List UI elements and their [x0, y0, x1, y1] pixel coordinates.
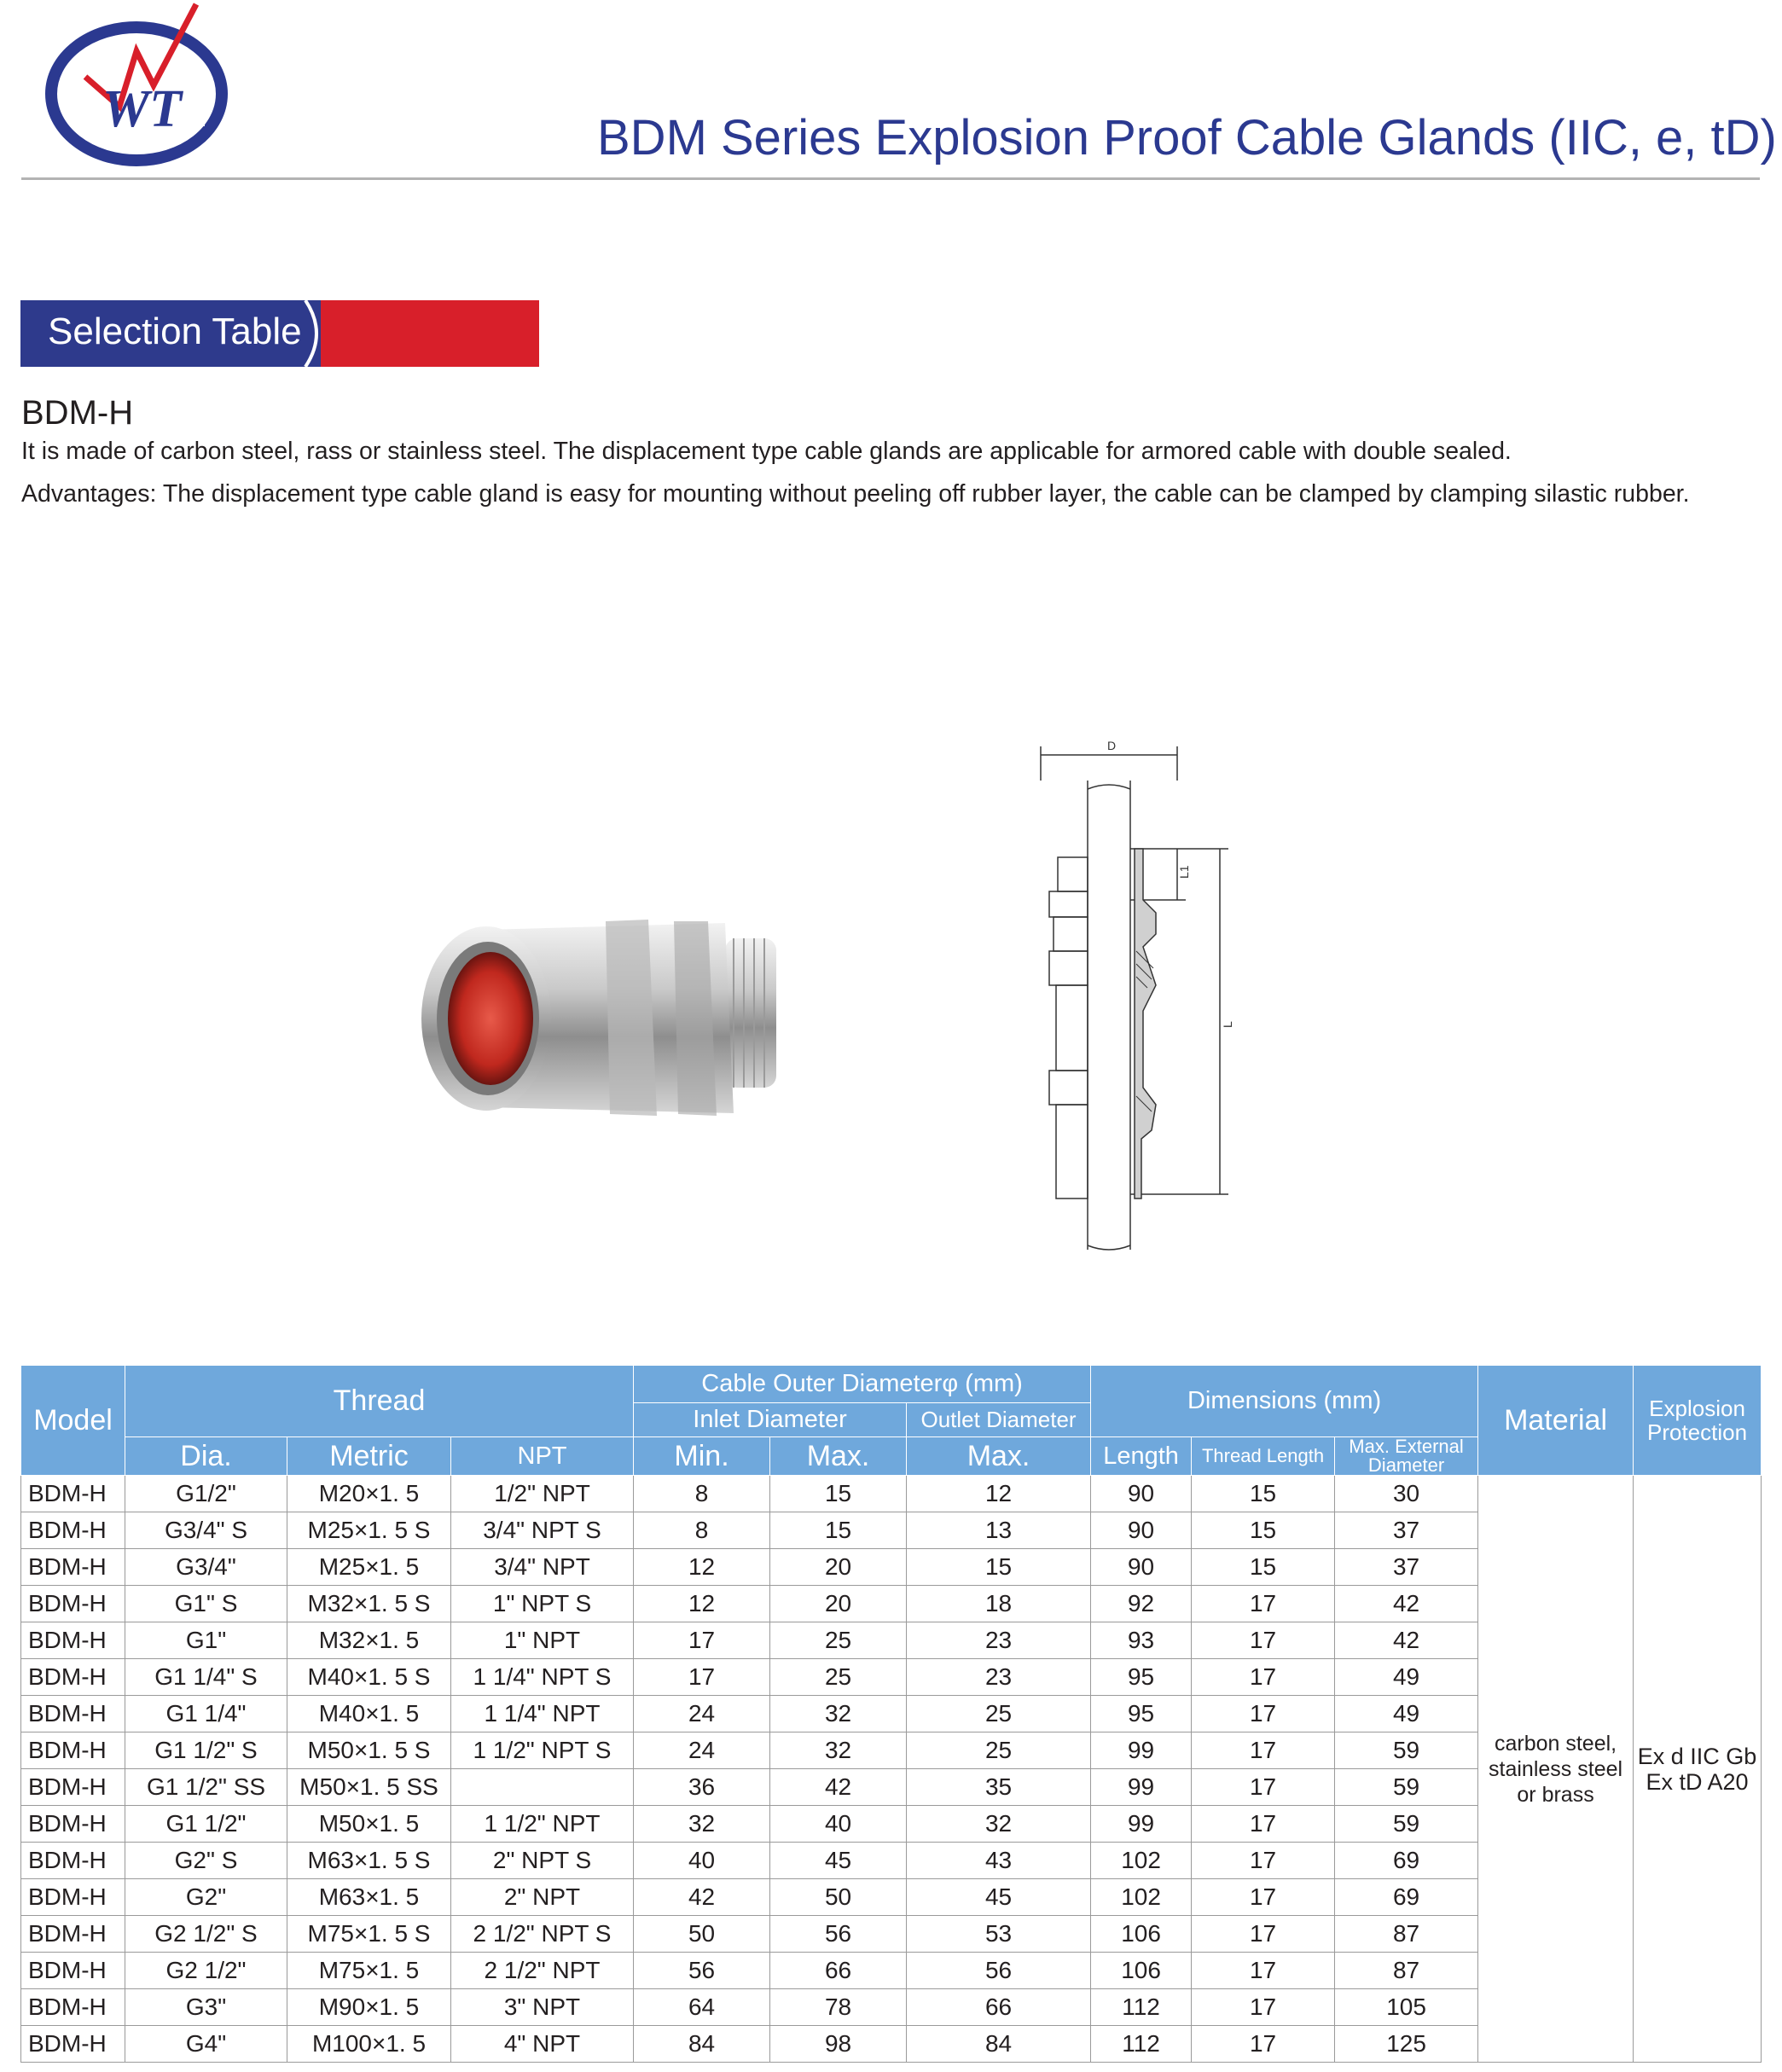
cell-length: 99 [1091, 1732, 1192, 1769]
cell-thread-length: 15 [1192, 1512, 1335, 1549]
cell-dia: G4" [125, 2026, 287, 2063]
cell-npt: 1/2" NPT [451, 1476, 634, 1512]
cell-length: 90 [1091, 1512, 1192, 1549]
cell-model: BDM-H [21, 1989, 125, 2026]
cell-model: BDM-H [21, 1916, 125, 1953]
cell-max-external-diameter: 49 [1335, 1659, 1478, 1696]
header-model: Model [21, 1366, 125, 1476]
cell-model: BDM-H [21, 1769, 125, 1806]
description-text: It is made of carbon steel, rass or stainless steel. The displacement type cable glands are applicable for armored cable with double sealed. [21, 438, 1512, 465]
cell-outlet-max: 35 [907, 1769, 1091, 1806]
cell-dia: G3/4" S [125, 1512, 287, 1549]
cell-max-external-diameter: 125 [1335, 2026, 1478, 2063]
cell-dia: G1" [125, 1622, 287, 1659]
cell-outlet-max: 15 [907, 1549, 1091, 1586]
cell-outlet-max: 56 [907, 1953, 1091, 1989]
cell-inlet-min: 84 [634, 2026, 770, 2063]
cell-npt: 4" NPT [451, 2026, 634, 2063]
cell-thread-length: 17 [1192, 1989, 1335, 2026]
cell-inlet-max: 56 [770, 1916, 907, 1953]
cell-metric: M40×1. 5 S [287, 1659, 451, 1696]
section-bar-curve [302, 300, 328, 367]
cell-dia: G1 1/2" [125, 1806, 287, 1843]
cell-inlet-max: 15 [770, 1512, 907, 1549]
cell-npt: 2 1/2" NPT [451, 1953, 634, 1989]
cell-model: BDM-H [21, 1659, 125, 1696]
cell-inlet-max: 66 [770, 1953, 907, 1989]
technical-drawing [1007, 729, 1245, 1284]
cell-outlet-max: 66 [907, 1989, 1091, 2026]
selection-table [20, 1365, 1762, 2063]
cell-model: BDM-H [21, 1843, 125, 1879]
cell-npt: 3" NPT [451, 1989, 634, 2026]
cell-inlet-max: 50 [770, 1879, 907, 1916]
header-length: Length [1091, 1437, 1192, 1476]
cell-npt: 2" NPT S [451, 1843, 634, 1879]
header-thread: Thread [125, 1366, 634, 1437]
cell-length: 112 [1091, 2026, 1192, 2063]
cell-npt: 1 1/2" NPT S [451, 1732, 634, 1769]
header-material: Material [1478, 1366, 1634, 1476]
cell-dia: G1/2" [125, 1476, 287, 1512]
cell-metric: M50×1. 5 SS [287, 1769, 451, 1806]
cell-max-external-diameter: 59 [1335, 1769, 1478, 1806]
cell-dia: G3" [125, 1989, 287, 2026]
header-thread-length: Thread Length [1192, 1437, 1335, 1476]
cell-metric: M75×1. 5 [287, 1953, 451, 1989]
cell-max-external-diameter: 87 [1335, 1953, 1478, 1989]
cell-npt: 2" NPT [451, 1879, 634, 1916]
explosion-value-dust: Ex tD A20 [1646, 1768, 1749, 1795]
cell-model: BDM-H [21, 1622, 125, 1659]
cell-metric: M50×1. 5 S [287, 1732, 451, 1769]
section-title: Selection Table [48, 311, 302, 352]
header-metric: Metric [287, 1437, 451, 1476]
header-divider [21, 177, 1760, 180]
cell-dia: G2 1/2" S [125, 1916, 287, 1953]
cell-metric: M32×1. 5 S [287, 1586, 451, 1622]
advantages-text: Advantages: The displacement type cable gland is easy for mounting without peeling off rubber layer, the cable can be clamped by clamping silastic rubber. [21, 480, 1690, 508]
cell-outlet-max: 84 [907, 2026, 1091, 2063]
cell-npt: 2 1/2" NPT S [451, 1916, 634, 1953]
cell-dia: G2 1/2" [125, 1953, 287, 1989]
cell-max-external-diameter: 59 [1335, 1732, 1478, 1769]
cell-dia: G1 1/4" [125, 1696, 287, 1732]
cell-inlet-max: 20 [770, 1586, 907, 1622]
drawing-label-l1: L1 [1177, 865, 1191, 879]
header-max-external-diameter: Max. External Diameter [1335, 1437, 1478, 1476]
cell-dia: G1" S [125, 1586, 287, 1622]
cell-inlet-min: 42 [634, 1879, 770, 1916]
cell-max-external-diameter: 37 [1335, 1549, 1478, 1586]
header-npt: NPT [451, 1437, 634, 1476]
cell-thread-length: 17 [1192, 1696, 1335, 1732]
cell-metric: M75×1. 5 S [287, 1916, 451, 1953]
cell-thread-length: 17 [1192, 1843, 1335, 1879]
cell-inlet-max: 25 [770, 1659, 907, 1696]
header-dimensions: Dimensions (mm) [1091, 1366, 1478, 1437]
header-explosion-protection: Explosion Protection [1634, 1366, 1762, 1476]
cell-thread-length: 17 [1192, 1586, 1335, 1622]
cell-inlet-min: 12 [634, 1586, 770, 1622]
cell-inlet-max: 45 [770, 1843, 907, 1879]
cell-outlet-max: 23 [907, 1659, 1091, 1696]
cell-metric: M25×1. 5 S [287, 1512, 451, 1549]
cell-npt: 1 1/4" NPT S [451, 1659, 634, 1696]
cell-model: BDM-H [21, 1806, 125, 1843]
cell-inlet-max: 32 [770, 1732, 907, 1769]
cell-inlet-min: 36 [634, 1769, 770, 1806]
cell-length: 102 [1091, 1879, 1192, 1916]
header-inlet-min: Min. [634, 1437, 770, 1476]
cell-inlet-min: 56 [634, 1953, 770, 1989]
header-inlet-max: Max. [770, 1437, 907, 1476]
cell-inlet-min: 64 [634, 1989, 770, 2026]
cell-inlet-min: 8 [634, 1476, 770, 1512]
cell-inlet-max: 40 [770, 1806, 907, 1843]
cell-length: 106 [1091, 1916, 1192, 1953]
cell-inlet-min: 8 [634, 1512, 770, 1549]
cell-explosion-protection [1634, 1476, 1762, 2063]
cell-thread-length: 15 [1192, 1549, 1335, 1586]
logo-text: WT [102, 80, 182, 138]
cell-npt: 1 1/2" NPT [451, 1806, 634, 1843]
cell-outlet-max: 13 [907, 1512, 1091, 1549]
cell-max-external-diameter: 30 [1335, 1476, 1478, 1512]
cell-metric: M63×1. 5 S [287, 1843, 451, 1879]
cell-dia: G1 1/2" S [125, 1732, 287, 1769]
cell-metric: M40×1. 5 [287, 1696, 451, 1732]
cell-thread-length: 17 [1192, 1806, 1335, 1843]
cell-model: BDM-H [21, 1549, 125, 1586]
cell-outlet-max: 45 [907, 1879, 1091, 1916]
cell-dia: G2" [125, 1879, 287, 1916]
cell-max-external-diameter: 42 [1335, 1586, 1478, 1622]
cell-metric: M90×1. 5 [287, 1989, 451, 2026]
cell-npt: 3/4" NPT [451, 1549, 634, 1586]
cell-model: BDM-H [21, 1879, 125, 1916]
cell-outlet-max: 43 [907, 1843, 1091, 1879]
cell-inlet-max: 98 [770, 2026, 907, 2063]
cell-metric: M63×1. 5 [287, 1879, 451, 1916]
cell-inlet-min: 12 [634, 1549, 770, 1586]
cell-outlet-max: 25 [907, 1732, 1091, 1769]
cell-length: 99 [1091, 1769, 1192, 1806]
cell-outlet-max: 32 [907, 1806, 1091, 1843]
cell-npt: 1" NPT [451, 1622, 634, 1659]
cell-metric: M20×1. 5 [287, 1476, 451, 1512]
cell-outlet-max: 12 [907, 1476, 1091, 1512]
cell-inlet-min: 17 [634, 1622, 770, 1659]
cell-thread-length: 17 [1192, 1659, 1335, 1696]
cell-max-external-diameter: 37 [1335, 1512, 1478, 1549]
page-title: BDM Series Explosion Proof Cable Glands (IIC, e, tD) [597, 110, 1777, 165]
cell-model: BDM-H [21, 1512, 125, 1549]
cell-inlet-min: 50 [634, 1916, 770, 1953]
cell-thread-length: 17 [1192, 1916, 1335, 1953]
company-logo [34, 0, 230, 171]
cell-inlet-min: 24 [634, 1732, 770, 1769]
cell-dia: G3/4" [125, 1549, 287, 1586]
section-header-bar [20, 300, 539, 367]
cell-dia: G2" S [125, 1843, 287, 1879]
cell-metric: M25×1. 5 [287, 1549, 451, 1586]
product-photo [392, 904, 793, 1135]
cell-model: BDM-H [21, 1476, 125, 1512]
cell-dia: G1 1/4" S [125, 1659, 287, 1696]
cell-npt: 1" NPT S [451, 1586, 634, 1622]
cell-npt: 3/4" NPT S [451, 1512, 634, 1549]
section-bar-red [319, 300, 539, 367]
header-outlet-diameter: Outlet Diameter [907, 1403, 1091, 1437]
explosion-value-gas: Ex d IIC Gb [1637, 1743, 1757, 1769]
cell-length: 112 [1091, 1989, 1192, 2026]
cell-length: 95 [1091, 1659, 1192, 1696]
cell-model: BDM-H [21, 1586, 125, 1622]
cell-length: 90 [1091, 1549, 1192, 1586]
cell-thread-length: 17 [1192, 1732, 1335, 1769]
cell-npt [451, 1769, 634, 1806]
cell-max-external-diameter: 42 [1335, 1622, 1478, 1659]
header-outlet-max: Max. [907, 1437, 1091, 1476]
cell-max-external-diameter: 69 [1335, 1843, 1478, 1879]
cell-inlet-max: 42 [770, 1769, 907, 1806]
cell-length: 99 [1091, 1806, 1192, 1843]
cell-model: BDM-H [21, 1696, 125, 1732]
drawing-label-d: D [1107, 739, 1117, 752]
cell-metric: M100×1. 5 [287, 2026, 451, 2063]
cell-length: 95 [1091, 1696, 1192, 1732]
cell-model: BDM-H [21, 1953, 125, 1989]
cell-inlet-max: 20 [770, 1549, 907, 1586]
cell-max-external-diameter: 87 [1335, 1916, 1478, 1953]
header-cable-outer-diameter: Cable Outer Diameterφ (mm) [634, 1366, 1091, 1403]
cell-model: BDM-H [21, 2026, 125, 2063]
cell-inlet-min: 40 [634, 1843, 770, 1879]
model-heading: BDM-H [21, 394, 134, 432]
cell-metric: M50×1. 5 [287, 1806, 451, 1843]
cell-thread-length: 17 [1192, 1953, 1335, 1989]
table-body [21, 1476, 1762, 2063]
cell-inlet-max: 32 [770, 1696, 907, 1732]
cell-length: 93 [1091, 1622, 1192, 1659]
cell-model: BDM-H [21, 1732, 125, 1769]
cell-max-external-diameter: 49 [1335, 1696, 1478, 1732]
cell-length: 102 [1091, 1843, 1192, 1879]
cell-thread-length: 17 [1192, 1622, 1335, 1659]
header-inlet-diameter: Inlet Diameter [634, 1403, 907, 1437]
cell-dia: G1 1/2" SS [125, 1769, 287, 1806]
cell-length: 90 [1091, 1476, 1192, 1512]
cell-inlet-max: 78 [770, 1989, 907, 2026]
cell-npt: 1 1/4" NPT [451, 1696, 634, 1732]
cell-outlet-max: 53 [907, 1916, 1091, 1953]
cell-thread-length: 15 [1192, 1476, 1335, 1512]
cell-inlet-min: 17 [634, 1659, 770, 1696]
cell-thread-length: 17 [1192, 2026, 1335, 2063]
cell-thread-length: 17 [1192, 1879, 1335, 1916]
header-dia: Dia. [125, 1437, 287, 1476]
cell-max-external-diameter: 59 [1335, 1806, 1478, 1843]
cell-inlet-min: 32 [634, 1806, 770, 1843]
cell-inlet-min: 24 [634, 1696, 770, 1732]
cell-outlet-max: 25 [907, 1696, 1091, 1732]
cell-material: carbon steel, stainless steel or brass [1478, 1476, 1634, 2063]
table-row [21, 1476, 1762, 1512]
cell-thread-length: 17 [1192, 1769, 1335, 1806]
cell-length: 106 [1091, 1953, 1192, 1989]
cell-max-external-diameter: 105 [1335, 1989, 1478, 2026]
cell-inlet-max: 15 [770, 1476, 907, 1512]
cell-max-external-diameter: 69 [1335, 1879, 1478, 1916]
cell-outlet-max: 18 [907, 1586, 1091, 1622]
cell-outlet-max: 23 [907, 1622, 1091, 1659]
cell-length: 92 [1091, 1586, 1192, 1622]
cell-metric: M32×1. 5 [287, 1622, 451, 1659]
cell-inlet-max: 25 [770, 1622, 907, 1659]
drawing-label-l: L [1221, 1021, 1234, 1028]
